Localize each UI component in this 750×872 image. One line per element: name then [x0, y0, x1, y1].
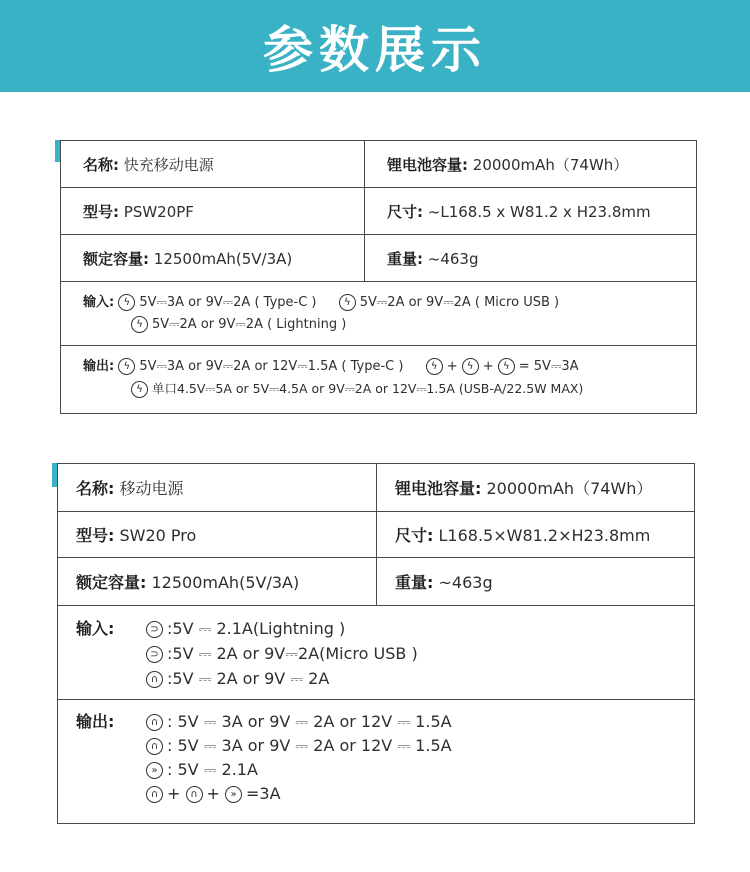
- plus-sign: +: [167, 784, 181, 803]
- size-label: 尺寸:: [395, 526, 434, 545]
- capacity-label: 锂电池容量:: [395, 479, 482, 498]
- lightning-port-icon: ⊃: [146, 621, 163, 638]
- lightning-bolt-icon: ϟ: [426, 358, 443, 375]
- name-cell: [58, 464, 377, 512]
- input-label: 输入:: [83, 295, 115, 310]
- list-item: [76, 758, 694, 782]
- fast-charge-icon: ϟ: [339, 294, 356, 311]
- output-line-2: : 5V ⎓ 3A or 9V ⎓ 2A or 12V ⎓ 1.5A: [167, 736, 452, 755]
- weight-value: ~463g: [427, 249, 479, 268]
- output-line-1: : 5V ⎓ 3A or 9V ⎓ 2A or 12V ⎓ 1.5A: [167, 712, 452, 731]
- name-value: 移动电源: [119, 479, 184, 498]
- input-line-2: 5V⎓2A or 9V⎓2A ( Micro USB ): [359, 295, 560, 310]
- rated-value: 12500mAh(5V/3A): [153, 249, 293, 268]
- input-cell: [58, 606, 695, 700]
- output-line-1: 5V⎓3A or 9V⎓2A or 12V⎓1.5A ( Type-C ): [139, 359, 404, 374]
- list-item: [76, 616, 694, 641]
- lightning-bolt-icon: ϟ: [131, 381, 148, 398]
- wireless-charge-icon: »: [146, 762, 163, 779]
- lightning-bolt-icon: ϟ: [462, 358, 479, 375]
- output-label: 输出:: [76, 712, 115, 731]
- capacity-cell: [365, 141, 697, 188]
- list-item: 输出: ϟ 5V⎓3A or 9V⎓2A or 12V⎓1.5A ( Type-C ) ϟ + ϟ + ϟ = 5V⎓3A: [83, 359, 579, 374]
- spec-table-1: [60, 140, 697, 414]
- input-line-3: :5V ⎓ 2A or 9V ⎓ 2A: [167, 669, 330, 688]
- rated-label: 额定容量:: [83, 249, 149, 268]
- table-row: [61, 188, 697, 235]
- weight-value: ~463g: [438, 573, 493, 592]
- table-row: [61, 141, 697, 188]
- weight-cell: [365, 235, 697, 282]
- output-line-3: 单口4.5V⎓5A or 5V⎓4.5A or 9V⎓2A or 12V⎓1.5A (USB-A/22.5W MAX): [152, 381, 584, 396]
- fast-charge-icon: ϟ: [498, 358, 515, 375]
- fast-charge-icon: ϟ: [131, 316, 148, 333]
- table-row: [61, 235, 697, 282]
- name-cell: [61, 141, 365, 188]
- fast-charge-icon: ϟ: [118, 358, 135, 375]
- list-item: [83, 378, 696, 400]
- type-c-icon: ∩: [146, 714, 163, 731]
- type-c-icon: ∩: [146, 671, 163, 688]
- rated-value: 12500mAh(5V/3A): [151, 573, 300, 592]
- input-line-2: :5V ⎓ 2A or 9V⎓2A(Micro USB ): [167, 644, 418, 663]
- output-line-4: =3A: [246, 784, 281, 803]
- weight-label: 重量:: [387, 249, 423, 268]
- weight-label: 重量:: [395, 573, 434, 592]
- size-value: L168.5×W81.2×H23.8mm: [438, 526, 651, 545]
- list-item: [83, 292, 696, 314]
- table-row: [58, 558, 695, 606]
- name-value: 快充移动电源: [123, 155, 214, 174]
- size-label: 尺寸:: [387, 202, 423, 221]
- model-label: 型号:: [76, 526, 115, 545]
- capacity-cell: [377, 464, 695, 512]
- capacity-label: 锂电池容量:: [387, 155, 468, 174]
- spec-table-2: [57, 463, 695, 824]
- table-row: [58, 700, 695, 824]
- list-item: [76, 641, 694, 666]
- table-row: [58, 464, 695, 512]
- model-label: 型号:: [83, 202, 119, 221]
- weight-cell: [377, 558, 695, 606]
- model-cell: [61, 188, 365, 235]
- input-line-1: :5V ⎓ 2.1A(Lightning ): [167, 619, 346, 638]
- model-value: PSW20PF: [123, 202, 194, 221]
- size-cell: [365, 188, 697, 235]
- input-label: 输入:: [76, 619, 115, 638]
- list-item: [76, 734, 694, 758]
- table-row: [58, 512, 695, 558]
- table-row: [58, 606, 695, 700]
- output-cell: [58, 700, 695, 824]
- list-item: [76, 710, 694, 734]
- page-title: 参数展示: [263, 21, 487, 79]
- input-line-1: 5V⎓3A or 9V⎓2A ( Type-C ): [139, 295, 317, 310]
- table-row: [61, 282, 697, 346]
- usb-a-icon: ∩: [146, 738, 163, 755]
- rated-cell: [58, 558, 377, 606]
- list-item: [83, 314, 696, 336]
- output-label: 输出:: [83, 359, 115, 374]
- capacity-value: 20000mAh（74Wh）: [472, 155, 629, 174]
- type-c-icon: ∩: [146, 786, 163, 803]
- plus-sign: +: [206, 784, 220, 803]
- name-label: 名称:: [76, 479, 115, 498]
- rated-cell: [61, 235, 365, 282]
- wireless-charge-icon: »: [225, 786, 242, 803]
- size-cell: [377, 512, 695, 558]
- output-line-3: : 5V ⎓ 2.1A: [167, 760, 258, 779]
- output-line-2: = 5V⎓3A: [518, 359, 579, 374]
- size-value: ~L168.5 x W81.2 x H23.8mm: [427, 202, 651, 221]
- name-label: 名称:: [83, 155, 119, 174]
- rated-label: 额定容量:: [76, 573, 147, 592]
- usb-a-icon: ∩: [186, 786, 203, 803]
- model-value: SW20 Pro: [119, 526, 197, 545]
- fast-charge-icon: ϟ: [118, 294, 135, 311]
- table-row: [61, 346, 697, 414]
- capacity-value: 20000mAh（74Wh）: [486, 479, 653, 498]
- input-line-3: 5V⎓2A or 9V⎓2A ( Lightning ): [152, 317, 347, 332]
- list-item: [76, 782, 694, 806]
- output-cell: [61, 346, 697, 414]
- model-cell: [58, 512, 377, 558]
- input-cell: [61, 282, 697, 346]
- title-banner: [0, 0, 750, 92]
- micro-usb-icon: ⊃: [146, 646, 163, 663]
- list-item: [76, 666, 694, 691]
